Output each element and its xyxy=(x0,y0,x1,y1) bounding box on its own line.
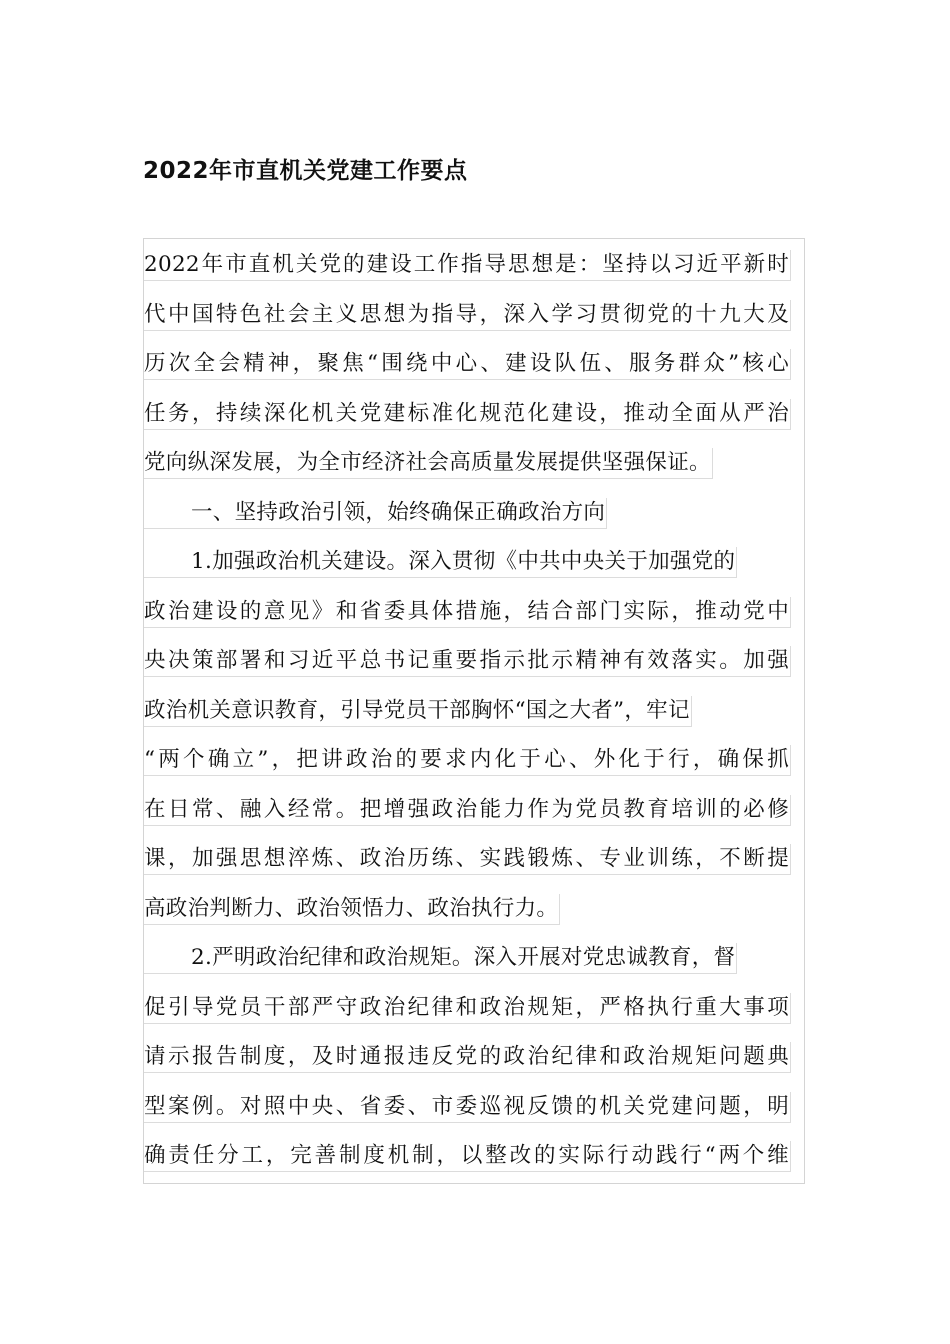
text-line: 请示报告制度，及时通报违反党的政治纪律和政治规矩问题典 xyxy=(144,1042,791,1073)
text-line: 任务，持续深化机关党建标准化规范化建设，推动全面从严治 xyxy=(144,399,791,430)
text-line: 党向纵深发展，为全市经济社会高质量发展提供坚强保证。 xyxy=(144,448,713,479)
text-line: 1.加强政治机关建设。深入贯彻《中共中央关于加强党的 xyxy=(144,547,737,578)
text-line: 课，加强思想淬炼、政治历练、实践锻炼、专业训练，不断提 xyxy=(144,844,791,875)
text-line: 型案例。对照中央、省委、市委巡视反馈的机关党建问题，明 xyxy=(144,1092,791,1123)
text-line: “两个确立”，把讲政治的要求内化于心、外化于行，确保抓 xyxy=(144,745,791,776)
text-line: 高政治判断力、政治领悟力、政治执行力。 xyxy=(144,894,560,925)
text-line: 在日常、融入经常。把增强政治能力作为党员教育培训的必修 xyxy=(144,795,791,826)
document-title: 2022年市直机关党建工作要点 xyxy=(143,158,468,184)
text-line: 促引导党员干部严守政治纪律和政治规矩，严格执行重大事项 xyxy=(144,993,791,1024)
text-line: 一、坚持政治引领，始终确保正确政治方向 xyxy=(144,498,607,529)
text-line: 2022年市直机关党的建设工作指导思想是：坚持以习近平新时 xyxy=(144,250,791,281)
text-line: 历次全会精神，聚焦“围绕中心、建设队伍、服务群众”核心 xyxy=(144,349,791,380)
text-line: 2.严明政治纪律和政治规矩。深入开展对党忠诚教育，督 xyxy=(144,943,737,974)
text-line: 政治机关意识教育，引导党员干部胸怀“国之大者”，牢记 xyxy=(144,696,692,727)
text-line: 政治建设的意见》和省委具体措施，结合部门实际，推动党中 xyxy=(144,597,791,628)
document-body xyxy=(143,238,805,1184)
text-line: 央决策部署和习近平总书记重要指示批示精神有效落实。加强 xyxy=(144,646,791,677)
text-line: 代中国特色社会主义思想为指导，深入学习贯彻党的十九大及 xyxy=(144,300,791,331)
text-line: 确责任分工，完善制度机制，以整改的实际行动践行“两个维 xyxy=(144,1141,791,1172)
